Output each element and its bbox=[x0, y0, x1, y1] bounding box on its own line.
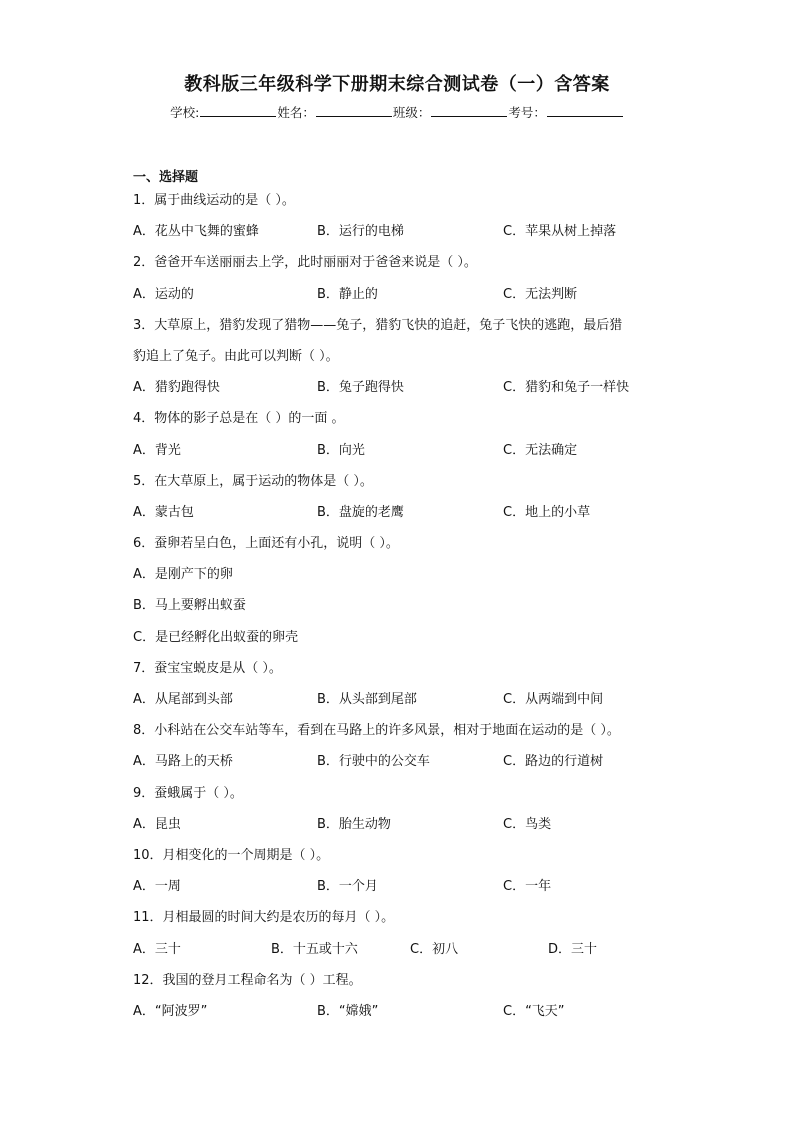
option-row bbox=[133, 999, 673, 1030]
school-blank[interactable] bbox=[200, 104, 276, 117]
option-b[interactable]: B．一个月 bbox=[317, 879, 378, 895]
question-text-cont: 豹追上了兔子。由此可以判断（ ）。 bbox=[133, 348, 339, 364]
class-blank[interactable] bbox=[431, 104, 507, 117]
option-a[interactable]: A．猎豹跑得快 bbox=[133, 380, 220, 396]
exam-no-label: 考号： bbox=[508, 105, 546, 120]
option-b[interactable]: B．盘旋的老鹰 bbox=[317, 504, 404, 520]
option-a[interactable]: A．一周 bbox=[133, 879, 181, 895]
option-b[interactable]: B．“嫦娥” bbox=[317, 1003, 379, 1019]
option-c[interactable]: C．是已经孵化出蚁蚕的卵壳 bbox=[133, 629, 299, 645]
option-row bbox=[133, 375, 673, 406]
option-a[interactable]: A．花丛中飞舞的蜜蜂 bbox=[133, 224, 259, 240]
question-text: 4．物体的影子总是在（ ）的一面 。 bbox=[133, 411, 345, 427]
question-text: 1．属于曲线运动的是（ ）。 bbox=[133, 193, 295, 208]
option-b[interactable]: B．兔子跑得快 bbox=[317, 380, 404, 396]
option-b[interactable]: B．向光 bbox=[317, 442, 365, 458]
option-d[interactable]: D．三十 bbox=[548, 941, 598, 957]
question-text: 9．蚕蛾属于（ ）。 bbox=[133, 785, 243, 801]
option-c[interactable]: C．地上的小草 bbox=[503, 504, 591, 520]
option-a[interactable]: A．从尾部到头部 bbox=[133, 692, 233, 707]
question-text: 11．月相最圆的时间大约是农历的每月（ ）。 bbox=[133, 910, 395, 926]
question-list bbox=[133, 188, 673, 1030]
name-label: 姓名： bbox=[277, 105, 315, 120]
page-title: 教科版三年级科学下册期末综合测试卷（一）含答案 bbox=[184, 74, 610, 95]
option-b[interactable]: B．十五或十六 bbox=[271, 941, 358, 957]
option-c[interactable]: C．猎豹和兔子一样快 bbox=[503, 380, 630, 396]
option-c[interactable]: C．苹果从树上掉落 bbox=[503, 224, 617, 240]
question-text: 6．蚕卵若呈白色，上面还有小孔，说明（ ）。 bbox=[133, 536, 399, 552]
option-row bbox=[133, 874, 673, 905]
option-c[interactable]: C．“飞天” bbox=[503, 1003, 565, 1019]
option-a[interactable]: A．三十 bbox=[133, 941, 181, 957]
option-a[interactable]: A．马路上的天桥 bbox=[133, 754, 233, 770]
question-text: 2．爸爸开车送丽丽去上学，此时丽丽对于爸爸来说是（ ）。 bbox=[133, 255, 477, 271]
question-text: 12．我国的登月工程命名为（ ）工程。 bbox=[133, 972, 362, 988]
option-a[interactable]: A．运动的 bbox=[133, 286, 194, 302]
option-c[interactable]: C．路边的行道树 bbox=[503, 754, 604, 770]
option-a[interactable]: A．蒙古包 bbox=[133, 504, 194, 520]
option-c[interactable]: C．无法判断 bbox=[503, 286, 578, 302]
option-a[interactable]: A．“阿波罗” bbox=[133, 1003, 208, 1019]
option-row bbox=[133, 282, 673, 313]
question-text: 8．小科站在公交车站等车，看到在马路上的许多风景，相对于地面在运动的是（ ）。 bbox=[133, 723, 620, 739]
option-b[interactable]: B．运行的电梯 bbox=[317, 224, 404, 240]
option-c[interactable]: C．从两端到中间 bbox=[503, 692, 604, 707]
question-text: 5．在大草原上，属于运动的物体是（ ）。 bbox=[133, 473, 373, 489]
option-b[interactable]: B．行驶中的公交车 bbox=[317, 754, 430, 770]
option-c[interactable]: C．鸟类 bbox=[503, 816, 552, 832]
school-label: 学校: bbox=[170, 105, 200, 120]
section-title: 一、选择题 bbox=[133, 170, 199, 185]
option-b[interactable]: B．马上要孵出蚁蚕 bbox=[133, 598, 246, 614]
option-b[interactable]: B．静止的 bbox=[317, 286, 378, 302]
option-row bbox=[133, 219, 673, 250]
option-a[interactable]: A．背光 bbox=[133, 442, 181, 458]
option-row bbox=[133, 500, 673, 531]
option-c[interactable]: C．初八 bbox=[410, 941, 459, 957]
exam-no-blank[interactable] bbox=[547, 104, 623, 117]
option-row bbox=[133, 438, 673, 469]
option-c[interactable]: C．一年 bbox=[503, 879, 552, 895]
option-row bbox=[133, 937, 673, 968]
option-a[interactable]: A．是刚产下的卵 bbox=[133, 567, 233, 583]
option-b[interactable]: B．胎生动物 bbox=[317, 816, 391, 832]
question-text: 7．蚕宝宝蜕皮是从（ ）。 bbox=[133, 660, 282, 676]
question-text: 3．大草原上，猎豹发现了猎物——兔子，猎豹飞快的追赶，兔子飞快的逃跑，最后猎 bbox=[133, 317, 623, 333]
option-row bbox=[133, 687, 673, 718]
option-row bbox=[133, 812, 673, 843]
option-b[interactable]: B．从头部到尾部 bbox=[317, 692, 417, 707]
question-text: 10．月相变化的一个周期是（ ）。 bbox=[133, 847, 330, 863]
student-info-line bbox=[0, 103, 794, 121]
option-a[interactable]: A．昆虫 bbox=[133, 816, 181, 832]
class-label: 班级： bbox=[392, 105, 431, 120]
option-c[interactable]: C．无法确定 bbox=[503, 442, 578, 458]
name-blank[interactable] bbox=[316, 104, 392, 117]
option-row bbox=[133, 749, 673, 780]
